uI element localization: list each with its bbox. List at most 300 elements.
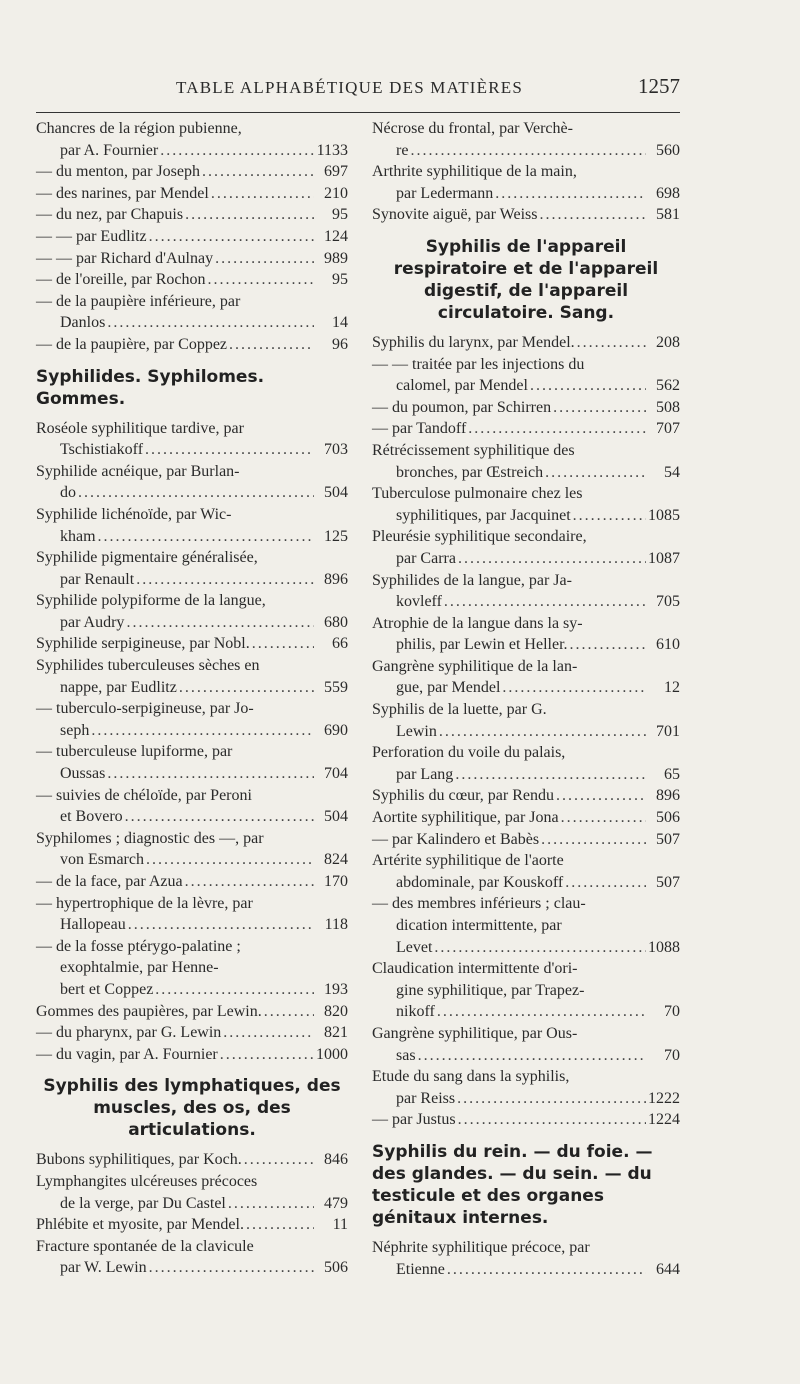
page-ref: 559 bbox=[324, 678, 348, 696]
leader-dots bbox=[185, 204, 314, 226]
leader-dots bbox=[495, 183, 646, 205]
page-ref: 581 bbox=[656, 206, 680, 224]
page-ref: 690 bbox=[324, 721, 348, 739]
leader-dots bbox=[215, 248, 314, 270]
entry-text: exophtalmie, par Henne- bbox=[60, 959, 219, 977]
index-line bbox=[372, 721, 680, 743]
index-line bbox=[36, 248, 348, 270]
leader-dots bbox=[229, 334, 314, 356]
leader-dots bbox=[545, 462, 646, 484]
leader-dots bbox=[128, 914, 314, 936]
entry-text: seph bbox=[60, 721, 90, 739]
entry-text: Perforation du voile du palais, bbox=[372, 744, 566, 762]
entry-text: — par Justus bbox=[372, 1111, 456, 1129]
index-line bbox=[372, 1023, 680, 1045]
index-line bbox=[36, 1044, 348, 1066]
entry-text: — de la face, par Azua bbox=[36, 873, 183, 890]
leader-dots bbox=[149, 1257, 314, 1279]
page-ref: 680 bbox=[324, 613, 348, 631]
header-rule bbox=[36, 112, 680, 113]
index-line bbox=[36, 1193, 348, 1215]
entry-text: do bbox=[60, 484, 76, 502]
leader-dots bbox=[107, 312, 314, 334]
leader-dots bbox=[160, 140, 314, 162]
index-line bbox=[372, 440, 680, 462]
entry-text: kham bbox=[60, 527, 96, 545]
leader-dots bbox=[556, 785, 646, 807]
entry-text: Syphilides de la langue, par Ja- bbox=[372, 571, 572, 589]
leader-dots bbox=[573, 505, 646, 527]
page-ref: 824 bbox=[324, 851, 348, 869]
entry-text: — de la fosse ptérygo-palatine ; bbox=[36, 937, 241, 955]
entry-text: bronches, par Œstreich bbox=[396, 463, 544, 481]
entry-text: Syphilomes ; diagnostic des —, par bbox=[36, 829, 264, 847]
page-ref: 821 bbox=[324, 1024, 348, 1042]
page-ref: 96 bbox=[332, 335, 348, 353]
index-line bbox=[372, 354, 680, 376]
leader-dots bbox=[540, 204, 647, 226]
index-line bbox=[372, 937, 680, 959]
entry-text: par Ledermann bbox=[396, 184, 494, 202]
leader-dots bbox=[78, 482, 314, 504]
index-line bbox=[372, 591, 680, 613]
index-line bbox=[372, 1109, 680, 1131]
index-line bbox=[372, 140, 680, 162]
entry-text: Gangrène syphilitique de la lan- bbox=[372, 657, 578, 675]
index-line bbox=[372, 570, 680, 592]
index-section-rein bbox=[372, 1237, 680, 1280]
entry-text: Syphilis du larynx, par Mendel. bbox=[372, 333, 575, 351]
leader-dots bbox=[410, 140, 646, 162]
entry-text: Oussas bbox=[60, 765, 106, 783]
entry-text: — du vagin, par A. Fournier bbox=[36, 1045, 218, 1063]
page-ref: 65 bbox=[664, 765, 680, 783]
right-column bbox=[372, 118, 680, 1280]
entry-text: Levet bbox=[396, 938, 433, 956]
entry-text: kovleff bbox=[396, 593, 442, 611]
entry-text: — du poumon, par Schirren bbox=[372, 398, 552, 416]
index-line bbox=[36, 633, 348, 655]
page-ref: 703 bbox=[324, 441, 348, 459]
index-line bbox=[372, 807, 680, 829]
index-line bbox=[36, 204, 348, 226]
index-line bbox=[372, 332, 680, 354]
leader-dots bbox=[418, 1045, 646, 1067]
leader-dots bbox=[439, 721, 646, 743]
entry-text: — tuberculeuse lupiforme, par bbox=[36, 743, 233, 761]
page-ref: 70 bbox=[664, 1003, 680, 1021]
page-ref: 208 bbox=[656, 333, 680, 351]
entry-text: Syphilide lichénoïde, par Wic- bbox=[36, 505, 232, 523]
section-heading: Syphilis de l'appareil respiratoire et de l'appareil digestif, de l'appareil circulatoire. Sang. bbox=[393, 236, 659, 323]
index-line bbox=[372, 418, 680, 440]
index-line bbox=[36, 312, 348, 334]
leader-dots bbox=[570, 634, 646, 656]
entry-text: Chancres de la région pubienne, bbox=[36, 120, 242, 137]
index-line bbox=[36, 828, 348, 850]
index-line bbox=[36, 590, 348, 612]
index-line bbox=[36, 504, 348, 526]
page-ref: 118 bbox=[324, 916, 348, 934]
page-ref: 193 bbox=[324, 980, 348, 998]
index-line bbox=[36, 418, 348, 440]
page-ref: 479 bbox=[324, 1194, 348, 1212]
index-line bbox=[372, 742, 680, 764]
page-ref: 989 bbox=[324, 249, 348, 267]
entry-text: — par Kalindero et Babès bbox=[372, 830, 540, 848]
entry-text: sas bbox=[396, 1046, 416, 1064]
index-section-chancres bbox=[36, 118, 348, 356]
index-line bbox=[372, 915, 680, 937]
entry-text: Syphilis du cœur, par Rendu bbox=[372, 787, 555, 805]
index-line bbox=[372, 118, 680, 140]
entry-text: Syphilide acnéique, par Burlan- bbox=[36, 462, 240, 480]
entry-text: gine syphilitique, par Trapez- bbox=[396, 981, 585, 999]
index-line bbox=[36, 161, 348, 183]
index-line bbox=[36, 936, 348, 958]
entry-text: Claudication intermittente d'ori- bbox=[372, 960, 578, 978]
entry-text: calomel, par Mendel bbox=[396, 377, 528, 395]
leader-dots bbox=[208, 269, 315, 291]
entry-text: nappe, par Eudlitz bbox=[60, 678, 177, 696]
leader-dots bbox=[561, 807, 646, 829]
page-ref: 698 bbox=[656, 184, 680, 202]
section-heading: Syphilis des lymphatiques, des muscles, des os, des articulations. bbox=[43, 1076, 341, 1141]
leader-dots bbox=[136, 569, 314, 591]
page-ref: 896 bbox=[656, 787, 680, 805]
entry-text: Gangrène syphilitique, par Ous- bbox=[372, 1024, 578, 1042]
left-column bbox=[36, 118, 348, 1279]
entry-text: — suivies de chéloïde, par Peroni bbox=[36, 786, 252, 804]
index-line bbox=[372, 1088, 680, 1110]
page-ref: 508 bbox=[656, 398, 680, 416]
leader-dots bbox=[541, 829, 646, 851]
page-ref: 506 bbox=[656, 809, 680, 827]
index-line bbox=[36, 741, 348, 763]
leader-dots bbox=[145, 439, 314, 461]
page-ref: 504 bbox=[324, 808, 348, 826]
index-line bbox=[372, 1045, 680, 1067]
page-ref: 705 bbox=[656, 593, 680, 611]
page-ref: 562 bbox=[656, 377, 680, 395]
index-line bbox=[36, 1257, 348, 1279]
page-ref: 701 bbox=[656, 722, 680, 740]
entry-text: — du nez, par Chapuis bbox=[36, 206, 184, 224]
index-line bbox=[36, 612, 348, 634]
page-ref: 507 bbox=[656, 830, 680, 848]
index-section-lymphatiques bbox=[36, 1149, 348, 1279]
index-line bbox=[36, 698, 348, 720]
entry-text: Syphilides tuberculeuses sèches en bbox=[36, 657, 260, 675]
leader-dots bbox=[468, 418, 646, 440]
page-ref: 14 bbox=[332, 314, 348, 332]
leader-dots bbox=[244, 1149, 314, 1171]
page-ref: 704 bbox=[324, 765, 348, 783]
index-line bbox=[36, 547, 348, 569]
entry-text: par Audry bbox=[60, 613, 125, 631]
page-ref: 1224 bbox=[648, 1111, 680, 1129]
index-line bbox=[372, 375, 680, 397]
index-line bbox=[36, 226, 348, 248]
index-line bbox=[36, 569, 348, 591]
entry-text: — — par Eudlitz bbox=[36, 227, 147, 245]
leader-dots bbox=[98, 526, 314, 548]
entry-text: par Renault bbox=[60, 570, 135, 588]
index-line bbox=[36, 806, 348, 828]
entry-text: gue, par Mendel bbox=[396, 679, 501, 697]
entry-text: Danlos bbox=[60, 314, 106, 332]
entry-text: Roséole syphilitique tardive, par bbox=[36, 419, 244, 437]
leader-dots bbox=[185, 871, 314, 893]
leader-dots bbox=[202, 161, 314, 183]
leader-dots bbox=[125, 806, 314, 828]
index-line bbox=[372, 548, 680, 570]
index-line bbox=[36, 1236, 348, 1258]
index-line bbox=[372, 764, 680, 786]
index-line bbox=[372, 677, 680, 699]
index-line bbox=[36, 979, 348, 1001]
page-ref: 697 bbox=[324, 163, 348, 181]
page-ref: 820 bbox=[324, 1002, 348, 1020]
page-ref: 560 bbox=[656, 141, 680, 159]
page-ref: 95 bbox=[332, 206, 348, 224]
index-line bbox=[36, 1149, 348, 1171]
index-line bbox=[36, 183, 348, 205]
index-line bbox=[36, 439, 348, 461]
entry-text: Syphilide serpigineuse, par Nobl. bbox=[36, 635, 250, 653]
entry-text: — de la paupière inférieure, par bbox=[36, 292, 241, 310]
entry-text: Atrophie de la langue dans la sy- bbox=[372, 614, 583, 632]
leader-dots bbox=[223, 1022, 314, 1044]
leader-dots bbox=[228, 1193, 314, 1215]
leader-dots bbox=[458, 548, 646, 570]
entry-text: — du pharynx, par G. Lewin bbox=[36, 1024, 222, 1042]
index-line bbox=[372, 1066, 680, 1088]
index-line bbox=[372, 980, 680, 1002]
index-line bbox=[36, 957, 348, 979]
index-line bbox=[36, 893, 348, 915]
index-line bbox=[372, 397, 680, 419]
entry-text: Néphrite syphilitique précoce, par bbox=[372, 1238, 590, 1256]
entry-text: — — traitée par les injections du bbox=[372, 355, 585, 373]
entry-text: Etude du sang dans la syphilis, bbox=[372, 1068, 570, 1086]
entry-text: — de l'oreille, par Rochon bbox=[36, 271, 206, 289]
index-line bbox=[36, 526, 348, 548]
leader-dots bbox=[455, 764, 646, 786]
entry-text: Bubons syphilitiques, par Koch. bbox=[36, 1151, 242, 1169]
entry-text: abdominale, par Kouskoff bbox=[396, 873, 564, 891]
entry-text: — de la paupière, par Coppez bbox=[36, 335, 228, 353]
entry-text: Rétrécissement syphilitique des bbox=[372, 441, 575, 459]
index-line bbox=[36, 871, 348, 893]
entry-text: par W. Lewin bbox=[60, 1259, 147, 1277]
entry-text: Hallopeau bbox=[60, 916, 126, 934]
entry-text: — du menton, par Joseph bbox=[36, 163, 200, 181]
leader-dots bbox=[107, 763, 314, 785]
entry-text: — tuberculo-serpigineuse, par Jo- bbox=[36, 700, 254, 718]
index-section-syphilides bbox=[36, 418, 348, 1066]
entry-text: Syphilide pigmentaire généralisée, bbox=[36, 549, 258, 567]
index-line bbox=[372, 483, 680, 505]
index-line bbox=[372, 613, 680, 635]
leader-dots bbox=[530, 375, 646, 397]
page-ref: 1133 bbox=[316, 141, 348, 159]
entry-text: Nécrose du frontal, par Verchè- bbox=[372, 120, 573, 137]
entry-text: bert et Coppez bbox=[60, 980, 154, 998]
entry-text: par A. Fournier bbox=[60, 141, 159, 159]
entry-text: — hypertrophique de la lèvre, par bbox=[36, 894, 253, 912]
leader-dots bbox=[437, 1001, 646, 1023]
index-line bbox=[372, 850, 680, 872]
page-ref: 507 bbox=[656, 873, 680, 891]
section-heading: Syphilis du rein. — du foie. — des glandes. — du sein. — du testicule et des organes génitaux internes. bbox=[372, 1141, 653, 1228]
index-line bbox=[36, 785, 348, 807]
index-line bbox=[372, 1237, 680, 1259]
entry-text: Tschistiakoff bbox=[60, 441, 144, 459]
index-line bbox=[36, 1001, 348, 1023]
page-ref: 707 bbox=[656, 420, 680, 438]
page-ref: 125 bbox=[324, 527, 348, 545]
page-ref: 1087 bbox=[648, 549, 680, 567]
leader-dots bbox=[458, 1109, 646, 1131]
entry-text: par Reiss bbox=[396, 1089, 456, 1107]
leader-dots bbox=[444, 591, 646, 613]
page-ref: 610 bbox=[656, 636, 680, 654]
page-ref: 11 bbox=[332, 1216, 348, 1234]
leader-dots bbox=[149, 226, 314, 248]
index-line bbox=[372, 462, 680, 484]
page-number: 1257 bbox=[638, 74, 680, 98]
leader-dots bbox=[502, 677, 646, 699]
index-line bbox=[372, 872, 680, 894]
leader-dots bbox=[126, 612, 314, 634]
index-line bbox=[372, 526, 680, 548]
page-ref: 504 bbox=[324, 484, 348, 502]
entry-text: de la verge, par Du Castel bbox=[60, 1194, 226, 1212]
index-line bbox=[372, 505, 680, 527]
entry-text: Aortite syphilitique, par Jona bbox=[372, 809, 559, 827]
entry-text: nikoff bbox=[396, 1003, 435, 1021]
leader-dots bbox=[447, 1259, 646, 1281]
entry-text: Lymphangites ulcéreuses précoces bbox=[36, 1172, 258, 1190]
entry-text: dication intermittente, par bbox=[396, 917, 562, 934]
page-ref: 124 bbox=[324, 227, 348, 245]
leader-dots bbox=[155, 979, 314, 1001]
index-line bbox=[372, 958, 680, 980]
index-section-os bbox=[372, 118, 680, 226]
leader-dots bbox=[553, 397, 646, 419]
entry-text: von Esmarch bbox=[60, 851, 144, 869]
entry-text: par Lang bbox=[396, 765, 454, 783]
entry-text: Artérite syphilitique de l'aorte bbox=[372, 852, 564, 870]
entry-text: — — par Richard d'Aulnay bbox=[36, 249, 214, 267]
page-ref: 54 bbox=[664, 463, 680, 481]
index-line bbox=[36, 1022, 348, 1044]
index-section-respiratoire bbox=[372, 332, 680, 1131]
page-ref: 170 bbox=[324, 873, 348, 890]
page-ref: 1222 bbox=[648, 1089, 680, 1107]
entry-text: Lewin bbox=[396, 722, 437, 740]
entry-text: Arthrite syphilitique de la main, bbox=[372, 163, 577, 181]
entry-text: Phlébite et myosite, par Mendel. bbox=[36, 1216, 244, 1234]
index-line bbox=[372, 785, 680, 807]
index-line bbox=[36, 849, 348, 871]
page-ref: 846 bbox=[324, 1151, 348, 1169]
index-line bbox=[36, 334, 348, 356]
entry-text: — des membres inférieurs ; clau- bbox=[372, 895, 586, 913]
index-line bbox=[36, 655, 348, 677]
index-line bbox=[36, 140, 348, 162]
section-heading: Syphilides. Syphilomes. Gommes. bbox=[36, 366, 265, 409]
entry-text: Etienne bbox=[396, 1260, 445, 1278]
page-ref: 1088 bbox=[648, 938, 680, 956]
index-line bbox=[372, 1001, 680, 1023]
page-ref: 506 bbox=[324, 1259, 348, 1277]
index-line bbox=[372, 656, 680, 678]
leader-dots bbox=[246, 1214, 314, 1236]
index-line bbox=[372, 893, 680, 915]
page-ref: 12 bbox=[664, 679, 680, 697]
leader-dots bbox=[91, 720, 314, 742]
index-line bbox=[372, 183, 680, 205]
index-line bbox=[36, 482, 348, 504]
page-ref: 70 bbox=[664, 1046, 680, 1064]
entry-text: syphilitiques, par Jacquinet bbox=[396, 506, 571, 524]
page-ref: 95 bbox=[332, 271, 348, 289]
entry-text: Syphilis de la luette, par G. bbox=[372, 701, 547, 719]
entry-text: Tuberculose pulmonaire chez les bbox=[372, 485, 583, 503]
leader-dots bbox=[220, 1044, 314, 1066]
leader-dots bbox=[565, 872, 646, 894]
leader-dots bbox=[252, 633, 314, 655]
page-ref: 66 bbox=[332, 635, 348, 653]
index-line bbox=[36, 291, 348, 313]
index-line bbox=[36, 1171, 348, 1193]
index-line bbox=[36, 677, 348, 699]
index-line bbox=[36, 461, 348, 483]
entry-text: Syphilide polypiforme de la langue, bbox=[36, 592, 266, 610]
page-ref: 1000 bbox=[316, 1045, 348, 1063]
leader-dots bbox=[434, 937, 646, 959]
index-line bbox=[36, 914, 348, 936]
entry-text: Fracture spontanée de la clavicule bbox=[36, 1237, 254, 1255]
page-ref: 896 bbox=[324, 570, 348, 588]
index-line bbox=[36, 1214, 348, 1236]
index-line bbox=[36, 118, 348, 140]
header-title: TABLE ALPHABÉTIQUE DES MATIÈRES bbox=[176, 78, 524, 97]
page-ref: 210 bbox=[324, 184, 348, 202]
leader-dots bbox=[577, 332, 646, 354]
entry-text: et Bovero bbox=[60, 808, 123, 826]
index-line bbox=[372, 204, 680, 226]
entry-text: Gommes des paupières, par Lewin. bbox=[36, 1002, 262, 1020]
index-line bbox=[36, 269, 348, 291]
entry-text: Synovite aiguë, par Weiss bbox=[372, 206, 538, 224]
entry-text: — par Tandoff bbox=[372, 420, 467, 438]
index-line bbox=[372, 829, 680, 851]
index-line bbox=[372, 1259, 680, 1281]
leader-dots bbox=[179, 677, 314, 699]
page-ref: 644 bbox=[656, 1260, 680, 1278]
index-line bbox=[372, 634, 680, 656]
entry-text: par Carra bbox=[396, 549, 456, 567]
leader-dots bbox=[146, 849, 314, 871]
index-line bbox=[36, 720, 348, 742]
index-line bbox=[372, 161, 680, 183]
entry-text: Pleurésie syphilitique secondaire, bbox=[372, 528, 587, 546]
entry-text: philis, par Lewin et Heller. bbox=[396, 636, 568, 654]
leader-dots bbox=[211, 183, 314, 205]
